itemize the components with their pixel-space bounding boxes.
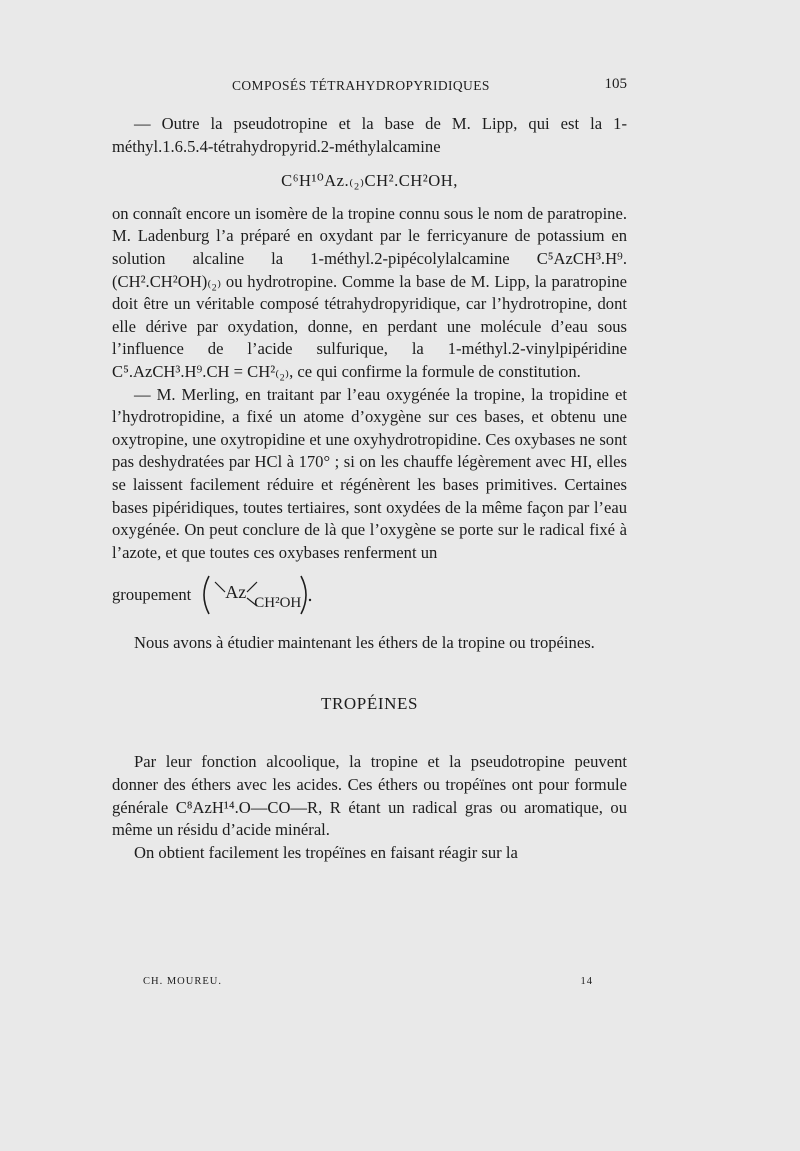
grouping-word: groupement — [112, 584, 192, 604]
grouping-line — [112, 572, 627, 618]
paragraph-6: On obtient facilement les tropéïnes en faisant réagir sur la — [134, 842, 518, 862]
section-heading: TROPÉINES — [320, 693, 419, 713]
grouping-formula-az: Az — [225, 581, 247, 602]
grouping-formula-sub: CH²OH — [254, 594, 302, 611]
page-number: 105 — [604, 76, 627, 92]
paragraph-1: — Outre la pseudotropine et la base de M. Lipp, qui est la 1-méthyl.1.6.5.4-tétrahydropyrid.2-méthylalcamine — [112, 114, 627, 156]
running-title: COMPOSÉS TÉTRAHYDROPYRIDIQUES — [232, 78, 490, 93]
page-header — [112, 78, 627, 100]
formula-line: C⁶H¹⁰Az.₍₂₎CH².CH²OH, — [281, 171, 458, 191]
paragraph-4: Nous avons à étudier maintenant les éthers de la tropine ou tropéines. — [134, 633, 595, 653]
paragraph-3: — M. Merling, en traitant par l’eau oxygénée la tropine, la tropidine et l’hydrotropidine, a fixé un atome d’oxygène sur ces bases, et obtenu une oxytropine, une oxytropidine et une oxyhydrotropidine. Ces oxybases ne sont pas deshydratées par HCl à 170° ; si on les chauffe légèrement avec HI, elles se laissent facilement réduire et régénèrent les bases primitives. Certaines bases pipéridiques, toutes tertiaires, sont oxydées de la même façon par l’eau oxygénée. On peut conclure de là que l’oxygène se porte sur le radical fixé à l’azote, et que toutes ces oxybases renferment un — [112, 384, 627, 562]
printer-signature: CH. MOUREU. — [143, 976, 222, 987]
paragraph-5: Par leur fonction alcoolique, la tropine et la pseudotropine peuvent donner des éthers avec les acides. Ces éthers ou tropéïnes ont pour formule générale C⁸AzH¹⁴.O—CO—R, R étant un radical gras ou aromatique, ou même un résidu d’acide minéral. — [112, 752, 627, 840]
paragraph-2: on connaît encore un isomère de la tropine connu sous le nom de paratropine. M. Ladenburg l’a préparé en oxydant par le ferricyanure de potassium en solution alcaline la 1-méthyl.2-pipécolylalcamine C⁵AzCH³.H⁹.(CH².CH²OH)₍₂₎ ou hydrotropine. Comme la base de M. Lipp, la paratropine doit être un véritable composé tétrahydropyridique, car l’hydrotropine, dont elle dérive par oxydation, donne, en perdant une molécule d’eau sous l’influence de l’acide sulfurique, la 1-méthyl.2-vinylpipéridine C⁵.AzCH³.H⁹.CH = CH²₍₂₎, ce qui confirme la formule de constitution. — [112, 203, 627, 381]
grouping-formula — [197, 572, 383, 618]
signature-number: 14 — [580, 976, 593, 987]
page-body — [112, 113, 627, 864]
